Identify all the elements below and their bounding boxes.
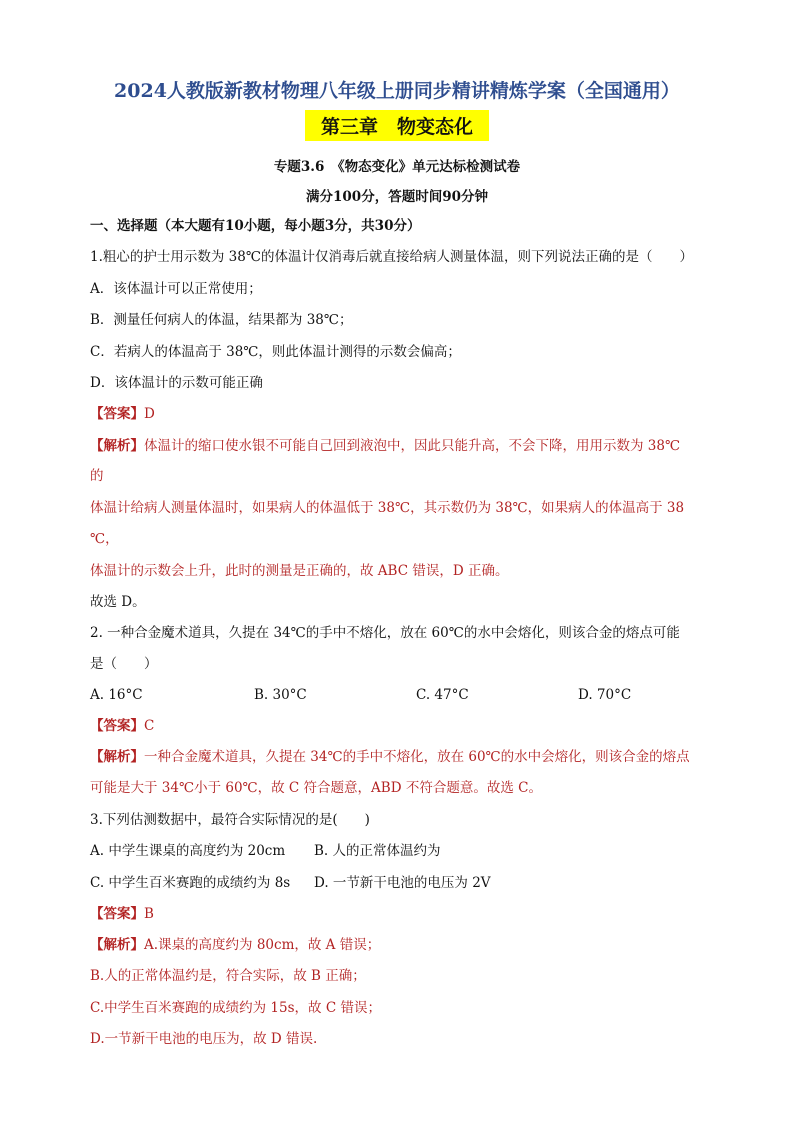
score-time-line: 满分100分，答题时间90分钟	[306, 189, 488, 205]
q1-conclusion: 故选 D。	[90, 594, 146, 610]
q3-analysis-line-3: C.中学生百米赛跑的成绩约为 15s，故 C 错误；	[90, 1000, 381, 1016]
q1-analysis-line-5: 体温计的示数会上升，此时的测量是正确的，故 ABC 错误，D 正确。	[90, 563, 509, 579]
q2-option-a: A. 16°C	[90, 687, 143, 703]
answer-tag: 【答案】	[90, 718, 144, 734]
q1-analysis-line-2: 的	[90, 468, 104, 484]
q1-answer	[90, 404, 155, 424]
q2-analysis-line-1	[90, 747, 690, 767]
analysis-tag: 【解析】	[90, 749, 144, 765]
analysis-tag: 【解析】	[90, 438, 144, 454]
q2-option-b: B. 30°C	[254, 687, 307, 703]
q2-option-c: C. 47°C	[416, 687, 469, 703]
q1-option-a: A．该体温计可以正常使用；	[90, 281, 262, 297]
analysis-tag: 【解析】	[90, 937, 144, 953]
answer-value: D	[144, 406, 155, 422]
q1-option-b: B．测量任何病人的体温，结果都为 38℃；	[90, 312, 353, 328]
q3-analysis-line-1	[90, 935, 380, 955]
q2-stem-2: 是（ ）	[90, 656, 158, 672]
analysis-text: 一种合金魔术道具，久提在 34℃的手中不熔化，放在 60℃的水中会熔化，则该合金的熔点	[144, 749, 690, 765]
q2-stem-1: 2. 一种合金魔术道具，久提在 34℃的手中不熔化，放在 60℃的水中会熔化，则该合金的熔点可能	[90, 625, 680, 641]
q3-option-a: A. 中学生课桌的高度约为 20cm	[90, 843, 286, 859]
answer-value: C	[144, 718, 155, 734]
q1-analysis-line-4: ℃，	[90, 531, 119, 547]
q2-answer	[90, 716, 154, 736]
q1-option-d: D．该体温计的示数可能正确	[90, 375, 263, 391]
document-title: 2024人教版新教材物理八年级上册同步精讲精炼学案（全国通用）	[114, 80, 680, 102]
q1-analysis-line-1	[90, 436, 680, 456]
q3-option-c: C. 中学生百米赛跑的成绩约为 8s	[90, 875, 291, 891]
analysis-text: 体温计的缩口使水银不可能自己回到液泡中，因此只能升高，不会下降，用用示数为 38℃	[144, 438, 681, 454]
answer-tag: 【答案】	[90, 906, 144, 922]
q3-analysis-line-2: B.人的正常体温约是，符合实际，故 B 正确；	[90, 968, 366, 984]
q2-option-d: D. 70°C	[578, 687, 632, 703]
topic-line: 专题3.6 《物态变化》单元达标检测试卷	[273, 159, 521, 175]
q3-stem: 3.下列估测数据中，最符合实际情况的是( )	[90, 812, 370, 828]
q2-analysis-line-2: 可能是大于 34℃小于 60℃，故 C 符合题意，ABD 不符合题意。故选 C。	[90, 780, 542, 796]
q1-analysis-line-3: 体温计给病人测量体温时，如果病人的体温低于 38℃，其示数仍为 38℃，如果病人的体温高于 38	[90, 500, 685, 516]
analysis-text: A.课桌的高度约为 80cm，故 A 错误；	[144, 937, 381, 953]
q3-analysis-line-4: D.一节新干电池的电压为，故 D 错误.	[90, 1031, 318, 1047]
q1-stem: 1.粗心的护士用示数为 38℃的体温计仅消毒后就直接给病人测量体温，则下列说法正确的是（ ）	[90, 249, 693, 265]
q1-option-c: C．若病人的体温高于 38℃，则此体温计测得的示数会偏高；	[90, 344, 461, 360]
answer-value: B	[144, 906, 154, 922]
section-heading: 一、选择题（本大题有10小题，每小题3分，共30分）	[90, 218, 421, 234]
q3-answer	[90, 904, 154, 924]
q3-option-d: D. 一节新干电池的电压为 2V	[314, 875, 491, 891]
chapter-heading-wrap	[0, 110, 794, 141]
chapter-heading: 第三章 物变态化	[305, 110, 489, 141]
q3-option-b: B. 人的正常体温约为	[314, 843, 441, 859]
answer-tag: 【答案】	[90, 406, 144, 422]
